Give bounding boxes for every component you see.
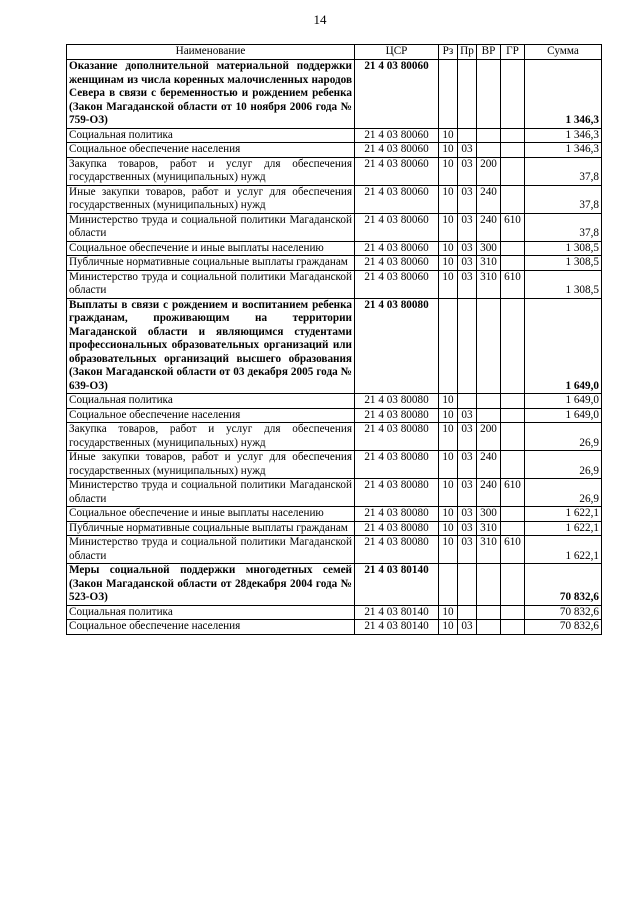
- cell-gr: [501, 507, 525, 522]
- cell-name: Министерство труда и социальной политики Магаданской области: [67, 536, 355, 564]
- cell-sum: 1 308,5: [525, 256, 602, 271]
- cell-csr: 21 4 03 80060: [355, 60, 439, 129]
- cell-csr: 21 4 03 80080: [355, 521, 439, 536]
- cell-gr: [501, 256, 525, 271]
- cell-sum: 26,9: [525, 451, 602, 479]
- cell-name: Иные закупки товаров, работ и услуг для обеспечения государственных (муниципальных) нужд: [67, 185, 355, 213]
- cell-gr: [501, 423, 525, 451]
- cell-name: Министерство труда и социальной политики Магаданской области: [67, 270, 355, 298]
- cell-csr: 21 4 03 80060: [355, 213, 439, 241]
- cell-csr: 21 4 03 80060: [355, 185, 439, 213]
- cell-pr: [458, 394, 477, 409]
- cell-name: Социальное обеспечение и иные выплаты населению: [67, 507, 355, 522]
- cell-sum: 1 308,5: [525, 241, 602, 256]
- cell-sum: 26,9: [525, 423, 602, 451]
- cell-name: Социальная политика: [67, 605, 355, 620]
- cell-pr: 03: [458, 270, 477, 298]
- table-row: [67, 521, 602, 536]
- cell-pr: 03: [458, 213, 477, 241]
- cell-pr: 03: [458, 451, 477, 479]
- table-row: [67, 507, 602, 522]
- cell-rz: 10: [439, 408, 458, 423]
- cell-pr: 03: [458, 620, 477, 635]
- cell-sum: 1 649,0: [525, 408, 602, 423]
- cell-pr: 03: [458, 536, 477, 564]
- cell-sum: 1 346,3: [525, 60, 602, 129]
- cell-vr: 240: [477, 185, 501, 213]
- cell-csr: 21 4 03 80080: [355, 451, 439, 479]
- cell-gr: [501, 521, 525, 536]
- cell-csr: 21 4 03 80140: [355, 620, 439, 635]
- cell-vr: [477, 143, 501, 158]
- table-row: [67, 270, 602, 298]
- cell-gr: [501, 157, 525, 185]
- cell-csr: 21 4 03 80080: [355, 394, 439, 409]
- cell-pr: 03: [458, 241, 477, 256]
- cell-vr: 240: [477, 479, 501, 507]
- cell-pr: 03: [458, 256, 477, 271]
- cell-name: Министерство труда и социальной политики Магаданской области: [67, 213, 355, 241]
- cell-vr: 310: [477, 256, 501, 271]
- cell-rz: 10: [439, 394, 458, 409]
- table-row: [67, 564, 602, 606]
- header-csr: ЦСР: [355, 45, 439, 60]
- cell-sum: 1 622,1: [525, 507, 602, 522]
- cell-pr: [458, 298, 477, 394]
- cell-name: Выплаты в связи с рождением и воспитанием ребенка гражданам, проживающим на территории Магаданской области и являющимся студентами профессиональных образовательных организаций или образовательных организаций высшего образования (Закон Магаданской области от 03 декабря 2005 года № 639-ОЗ): [67, 298, 355, 394]
- cell-pr: 03: [458, 507, 477, 522]
- header-name: Наименование: [67, 45, 355, 60]
- cell-name: Социальная политика: [67, 128, 355, 143]
- cell-pr: [458, 60, 477, 129]
- cell-rz: 10: [439, 536, 458, 564]
- cell-vr: 300: [477, 241, 501, 256]
- cell-vr: [477, 605, 501, 620]
- cell-vr: 240: [477, 451, 501, 479]
- table-row: [67, 479, 602, 507]
- table-row: [67, 408, 602, 423]
- budget-table: [66, 44, 602, 635]
- cell-pr: 03: [458, 143, 477, 158]
- cell-csr: 21 4 03 80060: [355, 241, 439, 256]
- cell-gr: [501, 143, 525, 158]
- cell-sum: 70 832,6: [525, 605, 602, 620]
- table-header-row: [67, 45, 602, 60]
- cell-name: Закупка товаров, работ и услуг для обеспечения государственных (муниципальных) нужд: [67, 157, 355, 185]
- cell-rz: 10: [439, 256, 458, 271]
- cell-vr: 300: [477, 507, 501, 522]
- cell-gr: 610: [501, 536, 525, 564]
- cell-sum: 1 346,3: [525, 128, 602, 143]
- cell-csr: 21 4 03 80080: [355, 298, 439, 394]
- table-row: [67, 620, 602, 635]
- cell-sum: 1 649,0: [525, 298, 602, 394]
- cell-gr: 610: [501, 213, 525, 241]
- table-row: [67, 213, 602, 241]
- cell-gr: [501, 394, 525, 409]
- cell-csr: 21 4 03 80080: [355, 408, 439, 423]
- cell-rz: [439, 298, 458, 394]
- cell-gr: [501, 451, 525, 479]
- cell-rz: 10: [439, 185, 458, 213]
- cell-pr: [458, 564, 477, 606]
- cell-vr: [477, 620, 501, 635]
- table-row: [67, 241, 602, 256]
- page-number: 14: [313, 12, 327, 27]
- cell-rz: 10: [439, 605, 458, 620]
- table-row: [67, 536, 602, 564]
- cell-sum: 1 622,1: [525, 536, 602, 564]
- cell-name: Иные закупки товаров, работ и услуг для обеспечения государственных (муниципальных) нужд: [67, 451, 355, 479]
- cell-gr: [501, 128, 525, 143]
- cell-rz: 10: [439, 423, 458, 451]
- cell-rz: 10: [439, 143, 458, 158]
- cell-vr: [477, 298, 501, 394]
- cell-pr: [458, 605, 477, 620]
- cell-vr: [477, 394, 501, 409]
- cell-csr: 21 4 03 80140: [355, 564, 439, 606]
- cell-sum: 26,9: [525, 479, 602, 507]
- cell-csr: 21 4 03 80060: [355, 256, 439, 271]
- cell-gr: [501, 185, 525, 213]
- cell-gr: [501, 298, 525, 394]
- cell-name: Социальное обеспечение населения: [67, 408, 355, 423]
- cell-csr: 21 4 03 80080: [355, 423, 439, 451]
- table-row: [67, 256, 602, 271]
- table-body: [67, 60, 602, 635]
- cell-csr: 21 4 03 80060: [355, 270, 439, 298]
- cell-csr: 21 4 03 80140: [355, 605, 439, 620]
- header-pr: Пр: [458, 45, 477, 60]
- cell-vr: 240: [477, 213, 501, 241]
- cell-sum: 37,8: [525, 185, 602, 213]
- cell-csr: 21 4 03 80060: [355, 157, 439, 185]
- cell-vr: 200: [477, 423, 501, 451]
- cell-rz: 10: [439, 157, 458, 185]
- cell-gr: [501, 60, 525, 129]
- cell-sum: 1 649,0: [525, 394, 602, 409]
- cell-gr: [501, 620, 525, 635]
- cell-sum: 1 346,3: [525, 143, 602, 158]
- cell-vr: 200: [477, 157, 501, 185]
- cell-pr: 03: [458, 185, 477, 213]
- header-vr: ВР: [477, 45, 501, 60]
- cell-name: Публичные нормативные социальные выплаты гражданам: [67, 256, 355, 271]
- cell-rz: 10: [439, 213, 458, 241]
- table-row: [67, 298, 602, 394]
- table-row: [67, 157, 602, 185]
- cell-gr: [501, 241, 525, 256]
- table-row: [67, 423, 602, 451]
- cell-pr: 03: [458, 423, 477, 451]
- cell-csr: 21 4 03 80080: [355, 479, 439, 507]
- cell-sum: 1 622,1: [525, 521, 602, 536]
- cell-name: Закупка товаров, работ и услуг для обеспечения государственных (муниципальных) нужд: [67, 423, 355, 451]
- header-rz: Рз: [439, 45, 458, 60]
- cell-csr: 21 4 03 80080: [355, 536, 439, 564]
- cell-rz: 10: [439, 620, 458, 635]
- cell-name: Социальное обеспечение населения: [67, 620, 355, 635]
- cell-rz: 10: [439, 521, 458, 536]
- cell-rz: [439, 564, 458, 606]
- table-row: [67, 185, 602, 213]
- table-row: [67, 128, 602, 143]
- cell-pr: 03: [458, 157, 477, 185]
- table-row: [67, 451, 602, 479]
- cell-gr: 610: [501, 479, 525, 507]
- cell-pr: 03: [458, 408, 477, 423]
- cell-csr: 21 4 03 80060: [355, 128, 439, 143]
- cell-pr: [458, 128, 477, 143]
- cell-pr: 03: [458, 521, 477, 536]
- cell-rz: [439, 60, 458, 129]
- cell-gr: 610: [501, 270, 525, 298]
- cell-sum: 70 832,6: [525, 564, 602, 606]
- header-sum: Сумма: [525, 45, 602, 60]
- cell-csr: 21 4 03 80060: [355, 143, 439, 158]
- cell-gr: [501, 408, 525, 423]
- cell-sum: 37,8: [525, 157, 602, 185]
- cell-vr: [477, 128, 501, 143]
- table-row: [67, 60, 602, 129]
- cell-sum: 1 308,5: [525, 270, 602, 298]
- cell-gr: [501, 605, 525, 620]
- cell-rz: 10: [439, 479, 458, 507]
- cell-rz: 10: [439, 507, 458, 522]
- cell-name: Министерство труда и социальной политики Магаданской области: [67, 479, 355, 507]
- cell-pr: 03: [458, 479, 477, 507]
- cell-vr: 310: [477, 270, 501, 298]
- cell-vr: [477, 60, 501, 129]
- cell-rz: 10: [439, 241, 458, 256]
- cell-vr: 310: [477, 521, 501, 536]
- cell-csr: 21 4 03 80080: [355, 507, 439, 522]
- table-row: [67, 605, 602, 620]
- cell-vr: [477, 564, 501, 606]
- cell-vr: 310: [477, 536, 501, 564]
- cell-name: Меры социальной поддержки многодетных семей (Закон Магаданской области от 28декабря 2004 года № 523-ОЗ): [67, 564, 355, 606]
- cell-name: Социальное обеспечение и иные выплаты населению: [67, 241, 355, 256]
- table-row: [67, 394, 602, 409]
- cell-name: Социальное обеспечение населения: [67, 143, 355, 158]
- cell-name: Социальная политика: [67, 394, 355, 409]
- cell-sum: 37,8: [525, 213, 602, 241]
- cell-rz: 10: [439, 451, 458, 479]
- cell-rz: 10: [439, 128, 458, 143]
- table-row: [67, 143, 602, 158]
- cell-name: Публичные нормативные социальные выплаты гражданам: [67, 521, 355, 536]
- cell-vr: [477, 408, 501, 423]
- cell-sum: 70 832,6: [525, 620, 602, 635]
- cell-name: Оказание дополнительной материальной поддержки женщинам из числа коренных малочисленных народов Севера в связи с беременностью и рождением ребенка (Закон Магаданской области от 10 ноября 2006 года № 759-ОЗ): [67, 60, 355, 129]
- cell-rz: 10: [439, 270, 458, 298]
- cell-gr: [501, 564, 525, 606]
- header-gr: ГР: [501, 45, 525, 60]
